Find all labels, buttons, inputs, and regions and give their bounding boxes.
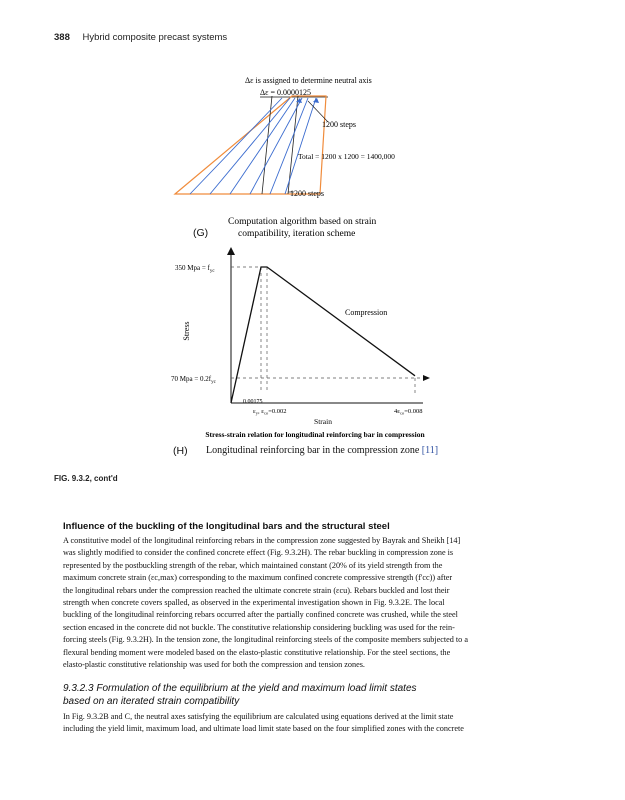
para-line: maximum concrete strain (εc,max) corresponding to the maximum confined concrete compressive strength (f'cc)) after — [63, 573, 453, 583]
h-x-tick-1: 0.00175 — [243, 399, 263, 405]
running-title: Hybrid composite precast systems — [82, 32, 228, 43]
section-heading: Influence of the buckling of the longitudinal bars and the structural steel — [63, 521, 390, 532]
figure-h-label: (H) — [173, 445, 188, 457]
figure-caption: FIG. 9.3.2, cont'd — [54, 474, 118, 483]
h-x-axis-label: Strain — [314, 417, 332, 426]
h-compression-curve — [231, 267, 415, 403]
subsection-heading-line-1: 9.3.2.3 Formulation of the equilibrium at the yield and maximum load limit states — [63, 683, 417, 694]
figure-g-diagram — [150, 74, 480, 244]
para-line: flexural bending moment were modeled based on the elasto-plastic constitutive relationship. For the steel sections, the — [63, 647, 451, 657]
g-top-text-1: Δε is assigned to determine neutral axis — [245, 76, 372, 85]
h-y-tick-bottom: 70 Mpa = $0.2f_{yc}$ — [171, 375, 216, 385]
g-top-text-2: Δε = 0.0000125 — [260, 88, 312, 97]
g-caption-2: compatibility, iteration scheme — [238, 229, 356, 239]
page-number: 388 — [54, 32, 70, 43]
h-y-tick-top: 350 Mpa = $f_{yc}$ — [175, 264, 215, 274]
h-x-tick-3: $4\varepsilon_{co}=0.008$ — [394, 408, 423, 416]
para-line: the longitudinal rebars under the compression reached the ultimate concrete strain (εcu). Rebars buckled and lost their — [63, 585, 450, 595]
figure-h-caption-text: Longitudinal reinforcing bar in the compression zone — [206, 445, 420, 456]
para-line: elasto-plastic constitutive relationship was used for both the compression and tension zones. — [63, 660, 365, 670]
para-line: forcing steels (Fig. 9.3.2H). In the tension zone, the longitudinal reinforcing steels of the composite members subjected to a — [63, 635, 468, 645]
para-line: In Fig. 9.3.2B and C, the neutral axes satisfying the equilibrium are calculated using equations derived at the limit state — [63, 712, 454, 721]
para-line: section encased in the concrete did not buckle. The constitutive relationship considering buckling was used for the rein- — [63, 622, 455, 632]
h-x-tick-2: $\varepsilon_y$, $\varepsilon_{co}=0.002$ — [253, 408, 287, 416]
g-steps-top: 1200 steps — [322, 120, 356, 129]
h-curve-label: Compression — [345, 308, 388, 317]
para-line: strength when concrete covers spalled, as observed in the experimental investigation shown in Fig. 9.3.2E. The local — [63, 598, 445, 608]
h-y-axis-label: Stress — [182, 321, 191, 341]
figure-g-label: (G) — [193, 227, 209, 239]
para-line: was slightly modified to consider the confined concrete effect (Fig. 9.3.2H). The rebar buckling in compression zone is — [63, 548, 454, 558]
para-line: A constitutive model of the longitudinal reinforcing rebars in the compression zone suggested by Bayrak and Sheikh [14] — [63, 536, 461, 545]
h-bold-title: Stress-strain relation for longitudinal reinforcing bar in compression — [205, 430, 425, 439]
figure-h-caption-ref[interactable]: [11] — [421, 445, 439, 456]
g-total: Total = 1200 x 1200 = 1400,000 — [298, 152, 395, 161]
para-line: buckling of the longitudinal reinforcing rebars occurred after the partially confined concrete was crushed, while the steel — [63, 610, 458, 620]
section-paragraph — [63, 535, 566, 671]
para-line: represented by the postbuckling strength of the rebar, which maintained constant (20% of its yield strength from the — [63, 560, 443, 570]
para-line: including the yield limit, maximum load, and ultimate load limit state based on the four simplified zones with the concrete — [63, 724, 464, 734]
g-iteration-lines — [190, 98, 316, 194]
g-steps-bottom: 1200 steps — [290, 189, 324, 198]
g-caption-1: Computation algorithm based on strain — [228, 217, 377, 227]
figure-h-chart — [155, 243, 475, 445]
running-header — [54, 32, 227, 43]
subsection-heading — [63, 683, 566, 708]
subsection-heading-line-2: based on an iterated strain compatibility — [63, 695, 240, 707]
subsection-paragraph — [63, 711, 566, 736]
figure-h-caption — [206, 445, 438, 456]
